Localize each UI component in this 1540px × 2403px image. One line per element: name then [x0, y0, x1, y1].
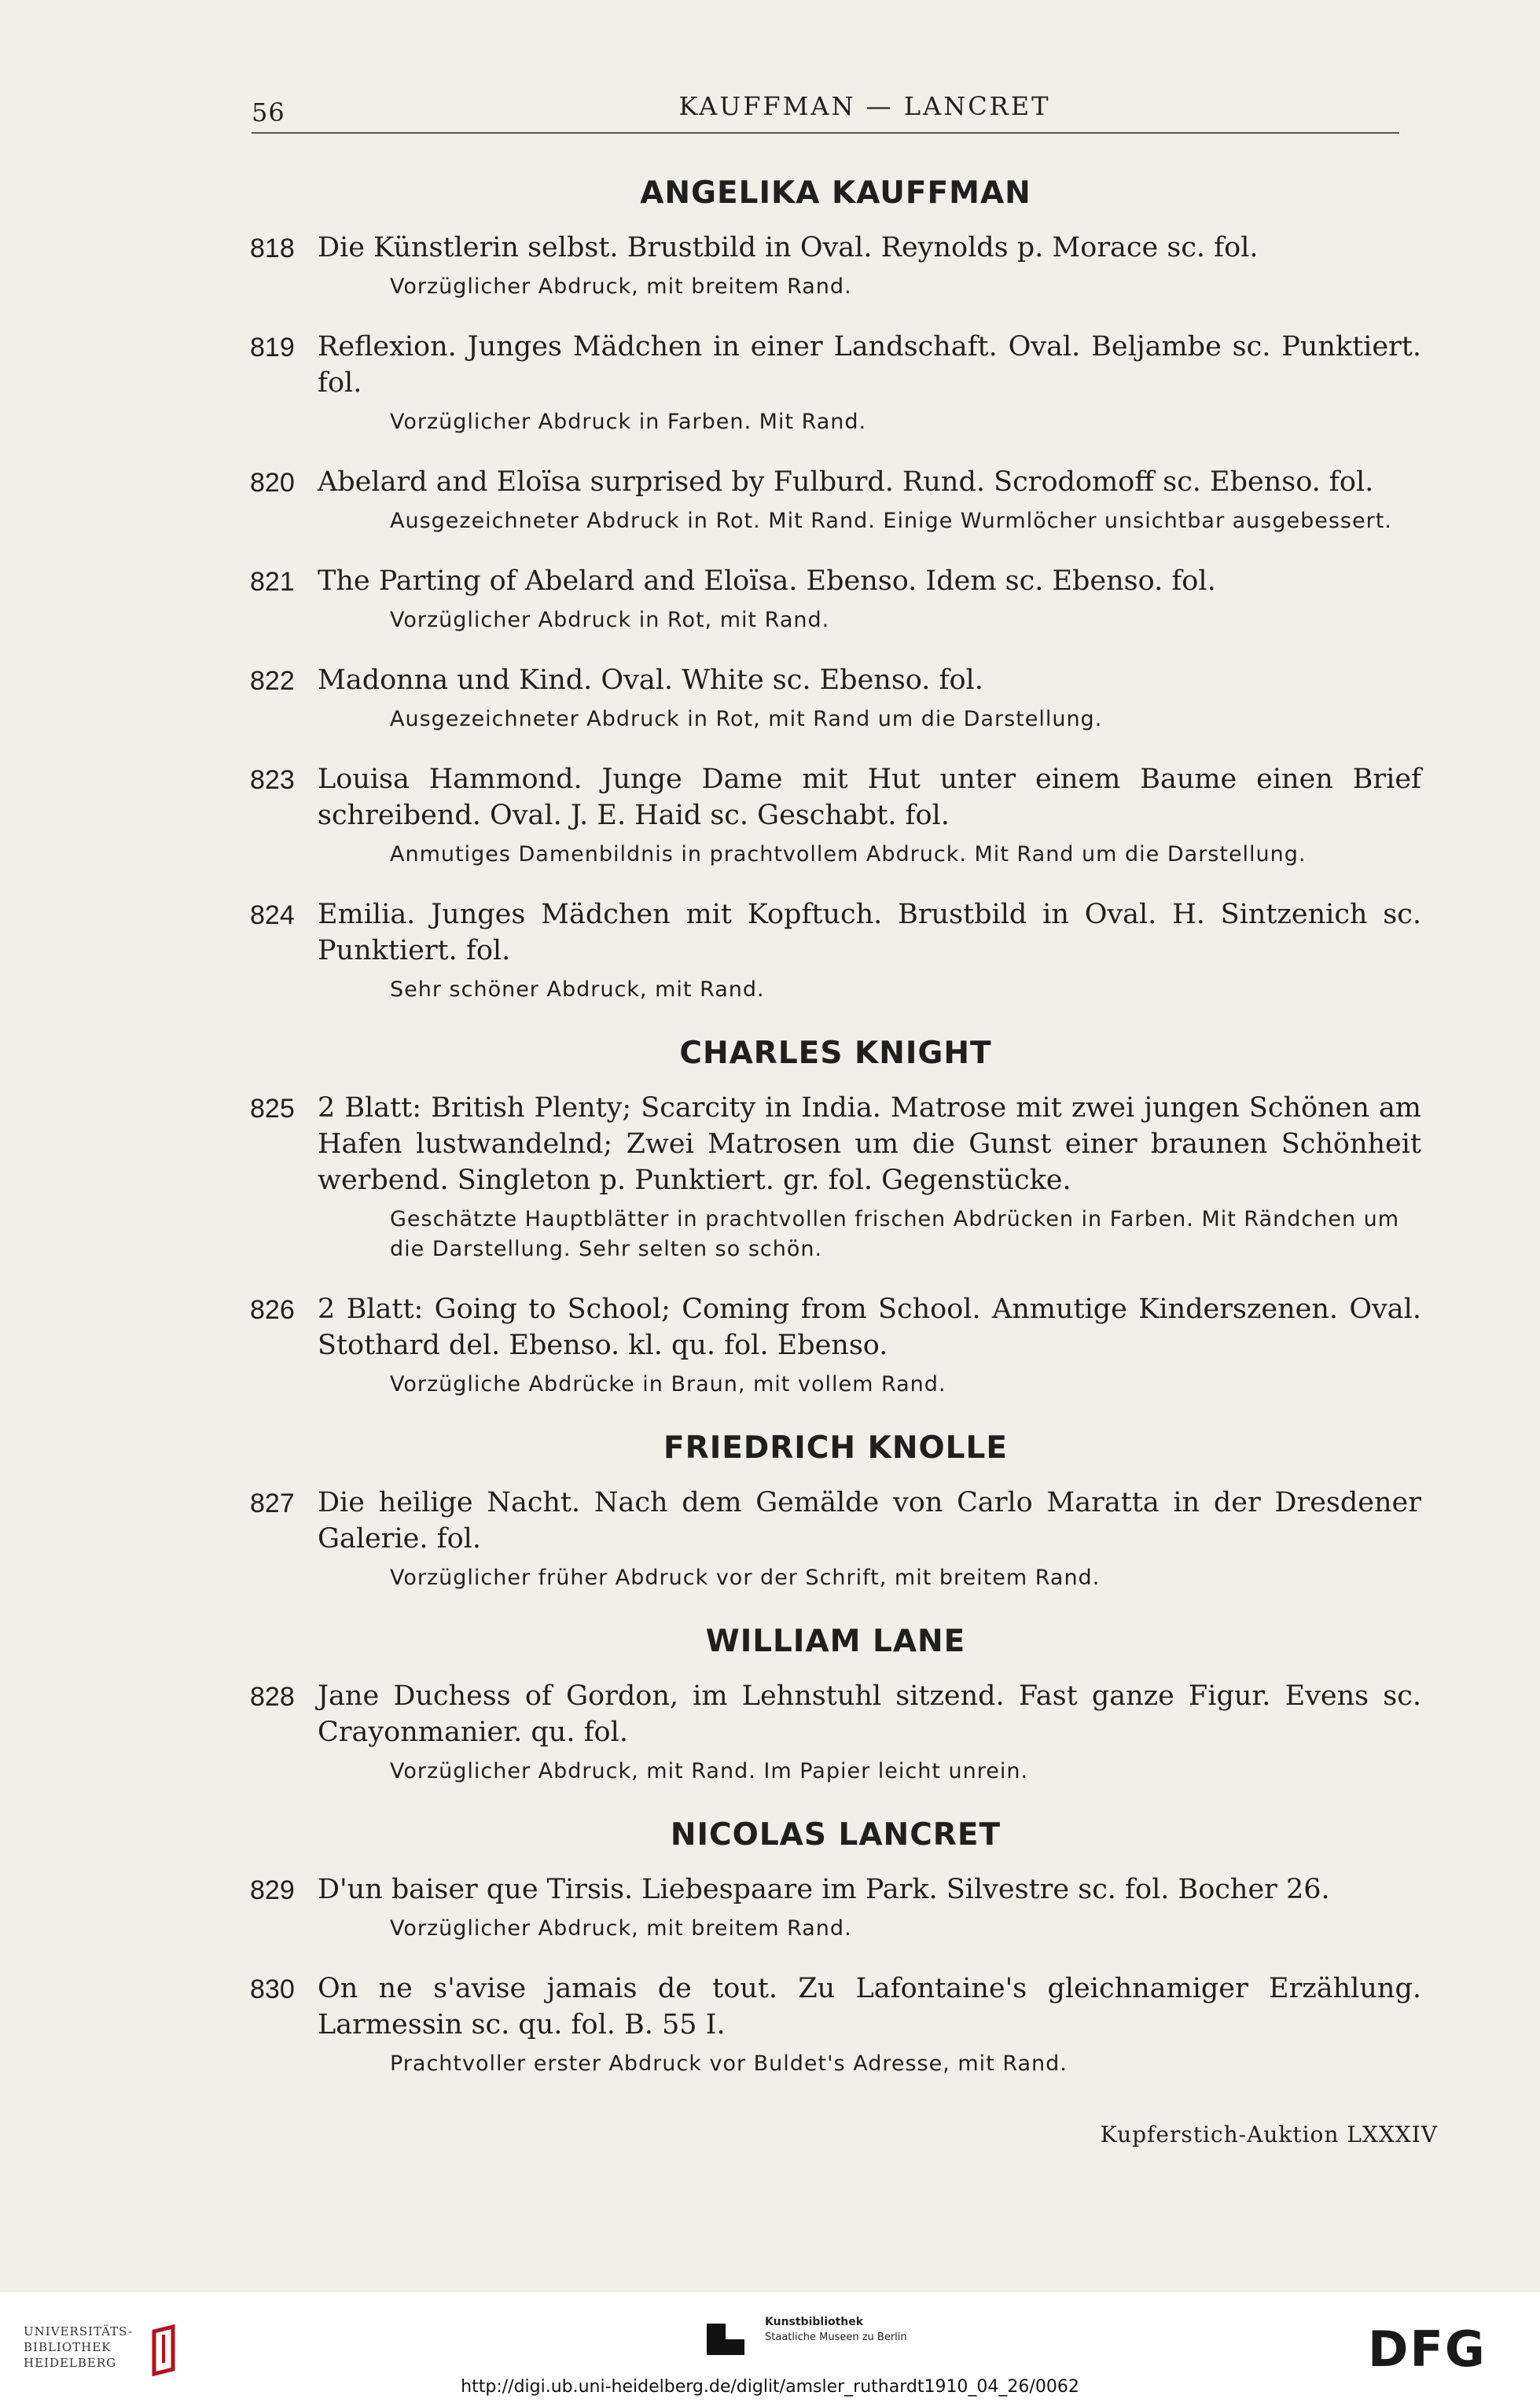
- running-title: KAUFFMAN — LANCRET: [678, 91, 1051, 121]
- entry-number: 818: [250, 234, 295, 263]
- entry-title: Madonna und Kind. Oval. White sc. Ebenso. fol.: [318, 664, 983, 696]
- catalog-entry: [250, 1090, 1421, 1264]
- university-name: UNIVERSITÄTS- BIBLIOTHEK HEIDELBERG: [24, 2324, 134, 2370]
- entry-condition-note: Vorzüglicher Abdruck, mit breitem Rand.: [390, 274, 852, 299]
- viewer-footer: [0, 2292, 1540, 2403]
- catalog-entry: [250, 1971, 1421, 2079]
- artist-heading: FRIEDRICH KNOLLE: [663, 1430, 1008, 1466]
- catalog-entry: [250, 896, 1421, 1005]
- artist-heading: NICOLAS LANCRET: [670, 1817, 1002, 1853]
- entry-number: 829: [250, 1875, 295, 1905]
- library-name: Kunstbibliothek: [765, 2316, 864, 2328]
- permalink-url[interactable]: http://digi.ub.uni-heidelberg.de/diglit/amsler_ruthardt1910_04_26/0062: [461, 2377, 1079, 2397]
- dfg-logo[interactable]: DFG: [1368, 2320, 1487, 2378]
- entry-number: 820: [250, 468, 295, 498]
- entry-title: D'un baiser que Tirsis. Liebespaare im Park. Silvestre sc. fol. Bocher 26.: [318, 1874, 1330, 1905]
- university-seal-icon: [142, 2324, 189, 2379]
- entry-number: 823: [250, 765, 295, 795]
- entry-condition-note: Vorzüglicher Abdruck in Rot, mit Rand.: [390, 608, 830, 632]
- entry-condition-note: Vorzüglicher Abdruck in Farben. Mit Rand.: [390, 410, 867, 434]
- catalog-entry: [250, 563, 1421, 635]
- catalog-content: [250, 171, 1421, 2106]
- entry-title: Reflexion. Junges Mädchen in einer Landschaft. Oval. Beljambe sc. Punktiert. fol.: [318, 331, 1421, 399]
- entry-condition-note: Prachtvoller erster Abdruck vor Buldet's Adresse, mit Rand.: [390, 2052, 1068, 2076]
- catalog-entry: [250, 230, 1421, 302]
- entry-title: The Parting of Abelard and Eloïsa. Ebenso. Idem sc. Ebenso. fol.: [318, 565, 1216, 597]
- library-subtitle: Staatliche Museen zu Berlin: [765, 2331, 907, 2343]
- header-rule: [252, 132, 1399, 134]
- kunstbibliothek-mark-icon: [704, 2320, 751, 2358]
- entry-condition-note: Ausgezeichneter Abdruck in Rot, mit Rand um die Darstellung.: [390, 707, 1103, 731]
- entry-number: 821: [250, 567, 295, 597]
- entry-number: 826: [250, 1295, 295, 1325]
- entry-number: 830: [250, 1974, 295, 2004]
- catalog-entry: [250, 1871, 1421, 1944]
- entry-title: Die heilige Nacht. Nach dem Gemälde von Carlo Maratta in der Dresdener Galerie. fol.: [318, 1487, 1421, 1555]
- running-head: [252, 88, 1399, 135]
- entry-title: Emilia. Junges Mädchen mit Kopftuch. Brustbild in Oval. H. Sintzenich sc. Punktiert. fol.: [318, 899, 1421, 966]
- entry-title: 2 Blatt: British Plenty; Scarcity in India. Matrose mit zwei jungen Schönen am Hafen lustwandelnd; Zwei Matrosen um die Gunst einer braunen Schönheit werbend. Singleton p. Punktiert. gr. fol. Gegenstücke.: [318, 1092, 1421, 1196]
- entry-number: 828: [250, 1682, 295, 1712]
- artist-heading: CHARLES KNIGHT: [679, 1036, 992, 1071]
- catalog-entry: [250, 1485, 1421, 1593]
- page-number: 56: [252, 98, 285, 127]
- entry-title: 2 Blatt: Going to School; Coming from School. Anmutige Kinderszenen. Oval. Stothard del. Ebenso. kl. qu. fol. Ebenso.: [318, 1293, 1421, 1361]
- sheet-signature: Kupferstich-Auktion LXXXIV: [1100, 2121, 1438, 2147]
- entry-condition-note: Ausgezeichneter Abdruck in Rot. Mit Rand. Einige Wurmlöcher unsichtbar ausgebessert.: [390, 509, 1392, 533]
- entry-number: 819: [250, 333, 295, 362]
- kunstbibliothek-logo[interactable]: [704, 2314, 971, 2361]
- catalog-entry: [250, 464, 1421, 536]
- entry-number: 822: [250, 666, 295, 696]
- entry-condition-note: Vorzüglicher Abdruck, mit Rand. Im Papier leicht unrein.: [390, 1759, 1029, 1783]
- entry-condition-note: Vorzügliche Abdrücke in Braun, mit vollem Rand.: [390, 1372, 946, 1397]
- entry-title: On ne s'avise jamais de tout. Zu Lafontaine's gleichnamiger Erzählung. Larmessin sc. qu. fol. B. 55 I.: [318, 1973, 1421, 2041]
- entry-condition-note: Vorzüglicher früher Abdruck vor der Schrift, mit breitem Rand.: [390, 1566, 1101, 1590]
- catalog-entry: [250, 329, 1421, 437]
- artist-heading: WILLIAM LANE: [705, 1624, 966, 1659]
- entry-title: Die Künstlerin selbst. Brustbild in Oval. Reynolds p. Morace sc. fol.: [318, 232, 1259, 263]
- entry-number: 824: [250, 900, 295, 930]
- entry-condition-note: Sehr schöner Abdruck, mit Rand.: [390, 977, 765, 1002]
- entry-number: 827: [250, 1489, 295, 1518]
- entry-title: Abelard and Eloïsa surprised by Fulburd. Rund. Scrodomoff sc. Ebenso. fol.: [318, 466, 1374, 498]
- entry-condition-note: Anmutiges Damenbildnis in prachtvollem Abdruck. Mit Rand um die Darstellung.: [390, 842, 1307, 867]
- entry-title: Jane Duchess of Gordon, im Lehnstuhl sitzend. Fast ganze Figur. Evens sc. Crayonmanier. qu. fol.: [318, 1680, 1421, 1748]
- entry-condition-note: Vorzüglicher Abdruck, mit breitem Rand.: [390, 1916, 852, 1941]
- catalog-entry: [250, 761, 1421, 870]
- catalog-entry: [250, 1678, 1421, 1787]
- entry-number: 825: [250, 1094, 295, 1124]
- entry-condition-note: Geschätzte Hauptblätter in prachtvollen frischen Abdrücken in Farben. Mit Rändchen um die Darstellung. Sehr selten so schön.: [390, 1207, 1400, 1261]
- entry-title: Louisa Hammond. Junge Dame mit Hut unter einem Baume einen Brief schreibend. Oval. J. E. Haid sc. Geschabt. fol.: [318, 764, 1421, 831]
- artist-heading: ANGELIKA KAUFFMAN: [640, 175, 1031, 211]
- catalog-entry: [250, 1291, 1421, 1400]
- catalog-entry: [250, 662, 1421, 734]
